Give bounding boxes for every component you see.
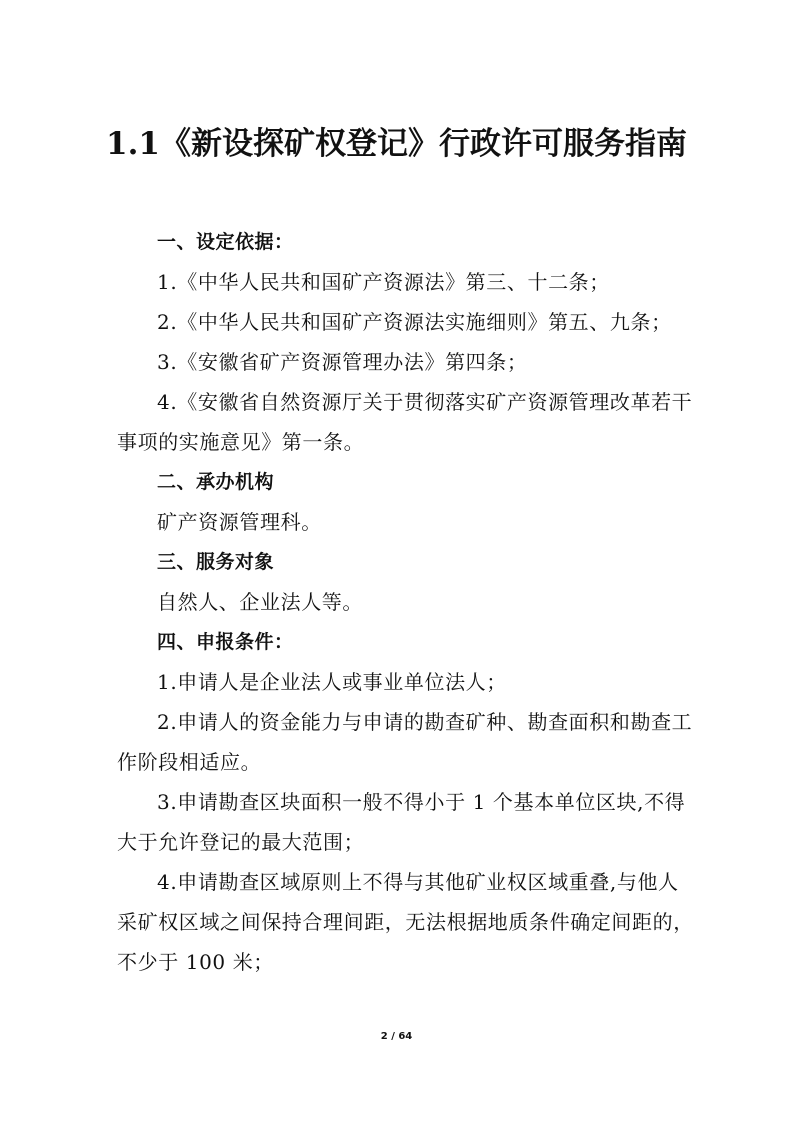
condition-item-3: 3.申请勘查区块面积一般不得小于 1 个基本单位区块,不得 <box>157 790 686 814</box>
condition-item-2: 2.申请人的资金能力与申请的勘查矿种、勘查面积和勘查工 <box>157 710 693 734</box>
basis-item-2: 2.《中华人民共和国矿产资源法实施细则》第五、九条； <box>157 310 672 334</box>
condition-item-2-continued: 作阶段相适应。 <box>117 750 262 774</box>
condition-item-3-continued: 大于允许登记的最大范围； <box>117 830 365 854</box>
document-body <box>117 222 704 982</box>
section-heading-target: 三、服务对象 <box>157 551 275 573</box>
section-heading-conditions: 四、申报条件： <box>157 631 294 653</box>
condition-item-4-continued-2: 不少于 100 米； <box>117 950 274 974</box>
condition-item-4: 4.申请勘查区域原则上不得与其他矿业权区域重叠,与他人 <box>157 870 679 894</box>
target-text: 自然人、企业法人等。 <box>157 590 363 614</box>
basis-item-4-continued: 事项的实施意见》第一条。 <box>117 430 365 454</box>
page-number: 2 / 64 <box>380 1031 413 1042</box>
section-heading-agency: 二、承办机构 <box>157 471 275 493</box>
condition-item-1: 1.申请人是企业法人或事业单位法人； <box>157 670 507 694</box>
basis-item-4: 4.《安徽省自然资源厅关于贯彻落实矿产资源管理改革若干 <box>157 390 693 414</box>
page-title: 1.1《新设探矿权登记》行政许可服务指南 <box>106 126 687 162</box>
basis-item-3: 3.《安徽省矿产资源管理办法》第四条； <box>157 350 528 374</box>
condition-item-4-continued-1: 采矿权区域之间保持合理间距，无法根据地质条件确定间距的， <box>117 910 694 934</box>
agency-text: 矿产资源管理科。 <box>157 510 322 534</box>
section-heading-basis: 一、设定依据： <box>157 231 294 253</box>
basis-item-1: 1.《中华人民共和国矿产资源法》第三、十二条； <box>157 270 610 294</box>
